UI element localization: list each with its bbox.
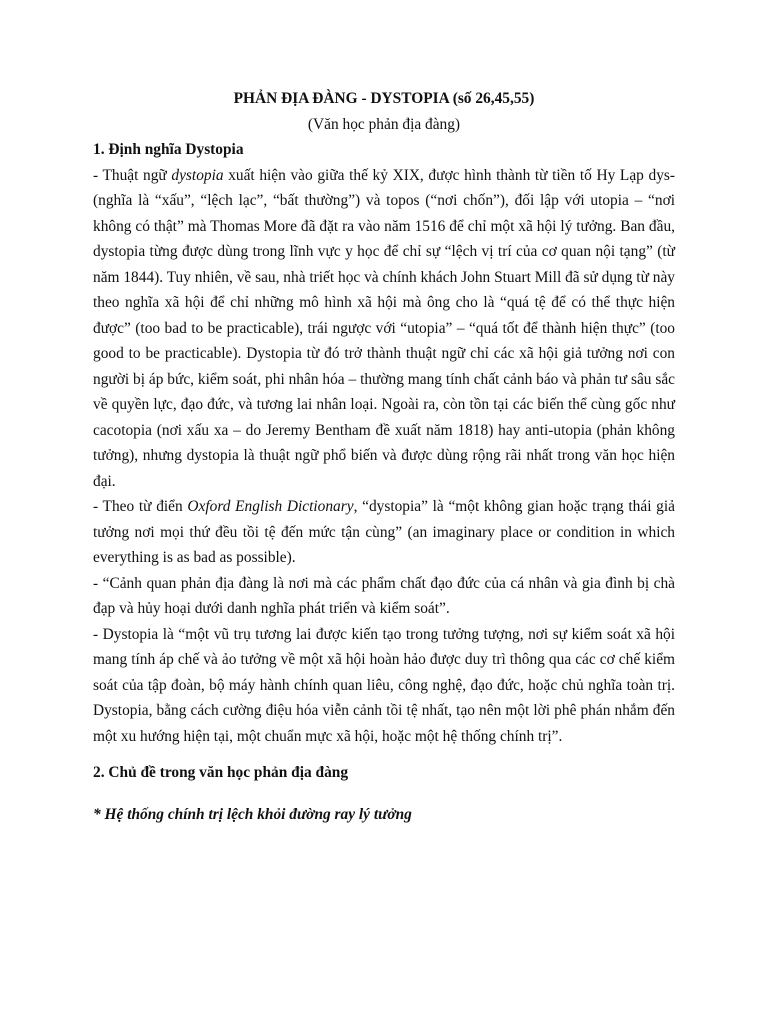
paragraph-2-body: , “dystopia” là “một không gian hoặc trạng thái giả tưởng nơi mọi thứ đều tồi tệ đến mức tận cùng” (an imaginary place or condition in which everything is as bad as possible). <box>93 498 675 566</box>
paragraph-1-term: dystopia <box>171 166 224 184</box>
paragraph-4: - Dystopia là “một vũ trụ tương lai được kiến tạo trong tưởng tượng, nơi sự kiểm soát xã hội mang tính áp chế và ảo tưởng về một xã hội hoàn hảo được duy trì thông qua các cơ chế kiểm soát của tập đoàn, bộ máy hành chính quan liêu, công nghệ, đạo đức, hoặc chủ nghĩa toàn trị. Dystopia, bằng cách cường điệu hóa viễn cảnh tồi tệ nhất, tạo nên một lời phê phán nhắm đến một xu hướng hiện tại, một chuẩn mực xã hội, hoặc một hệ thống chính trị”. <box>93 625 675 745</box>
paragraph-2 <box>93 494 675 571</box>
paragraph-2-source: Oxford English Dictionary <box>187 498 354 515</box>
paragraph-1-body: xuất hiện vào giữa thế kỷ XIX, được hình thành từ tiền tố Hy Lạp dys- (nghĩa là “xấu”, “lệch lạc”, “bất thường”) và topos (“nơi chốn”), đối lập với utopia – “nơi không có thật” mà Thomas More đã đặt ra vào năm 1516 để chỉ một xã hội lý tưởng. Ban đầu, dystopia từng được dùng trong lĩnh vực y học để chỉ sự “lệch vị trí của cơ quan nội tạng” (từ năm 1844). Tuy nhiên, về sau, nhà triết học và chính khách John Stuart Mill đã sử dụng từ này theo nghĩa xã hội để chỉ những mô hình xã hội mà ông cho là “quá tệ để có thể thực hiện được” (too bad to be practicable), trái ngược với “utopia” – “quá tốt để thành hiện thực” (too good to be practicable). Dystopia từ đó trở thành thuật ngữ chỉ các xã hội giả tưởng nơi con người bị áp bức, kiểm soát, phi nhân hóa – thường mang tính chất cảnh báo và phản tư sâu sắc về quyền lực, đạo đức, và tương lai nhân loại. Ngoài ra, còn tồn tại các biến thể cùng gốc như cacotopia (nơi xấu xa – do Jeremy Bentham đề xuất năm 1818) hay anti-utopia (phản không tưởng), nhưng dystopia là thuật ngữ phổ biến và được dùng rộng rãi nhất trong văn học hiện đại. <box>93 166 675 490</box>
document-title: PHẢN ĐỊA ĐÀNG - DYSTOPIA (số 26,45,55) <box>233 90 535 107</box>
paragraph-1 <box>93 163 675 495</box>
paragraph-1-lead: - Thuật ngữ <box>93 166 172 184</box>
document-page <box>93 86 675 827</box>
paragraph-3: - “Cảnh quan phản địa đàng là nơi mà các phẩm chất đạo đức của cá nhân và gia đình bị chà đạp và hủy hoại dưới danh nghĩa phát triển và kiểm soát”. <box>93 574 675 617</box>
paragraph-2-lead: - Theo từ điển <box>93 498 188 515</box>
document-subtitle: (Văn học phản địa đàng) <box>307 115 461 133</box>
section-1-heading: 1. Định nghĩa Dystopia <box>93 141 244 158</box>
section-2-subheading: * Hệ thống chính trị lệch khỏi đường ray lý tưởng <box>93 805 412 823</box>
section-2-heading: 2. Chủ đề trong văn học phản địa đàng <box>93 764 349 781</box>
